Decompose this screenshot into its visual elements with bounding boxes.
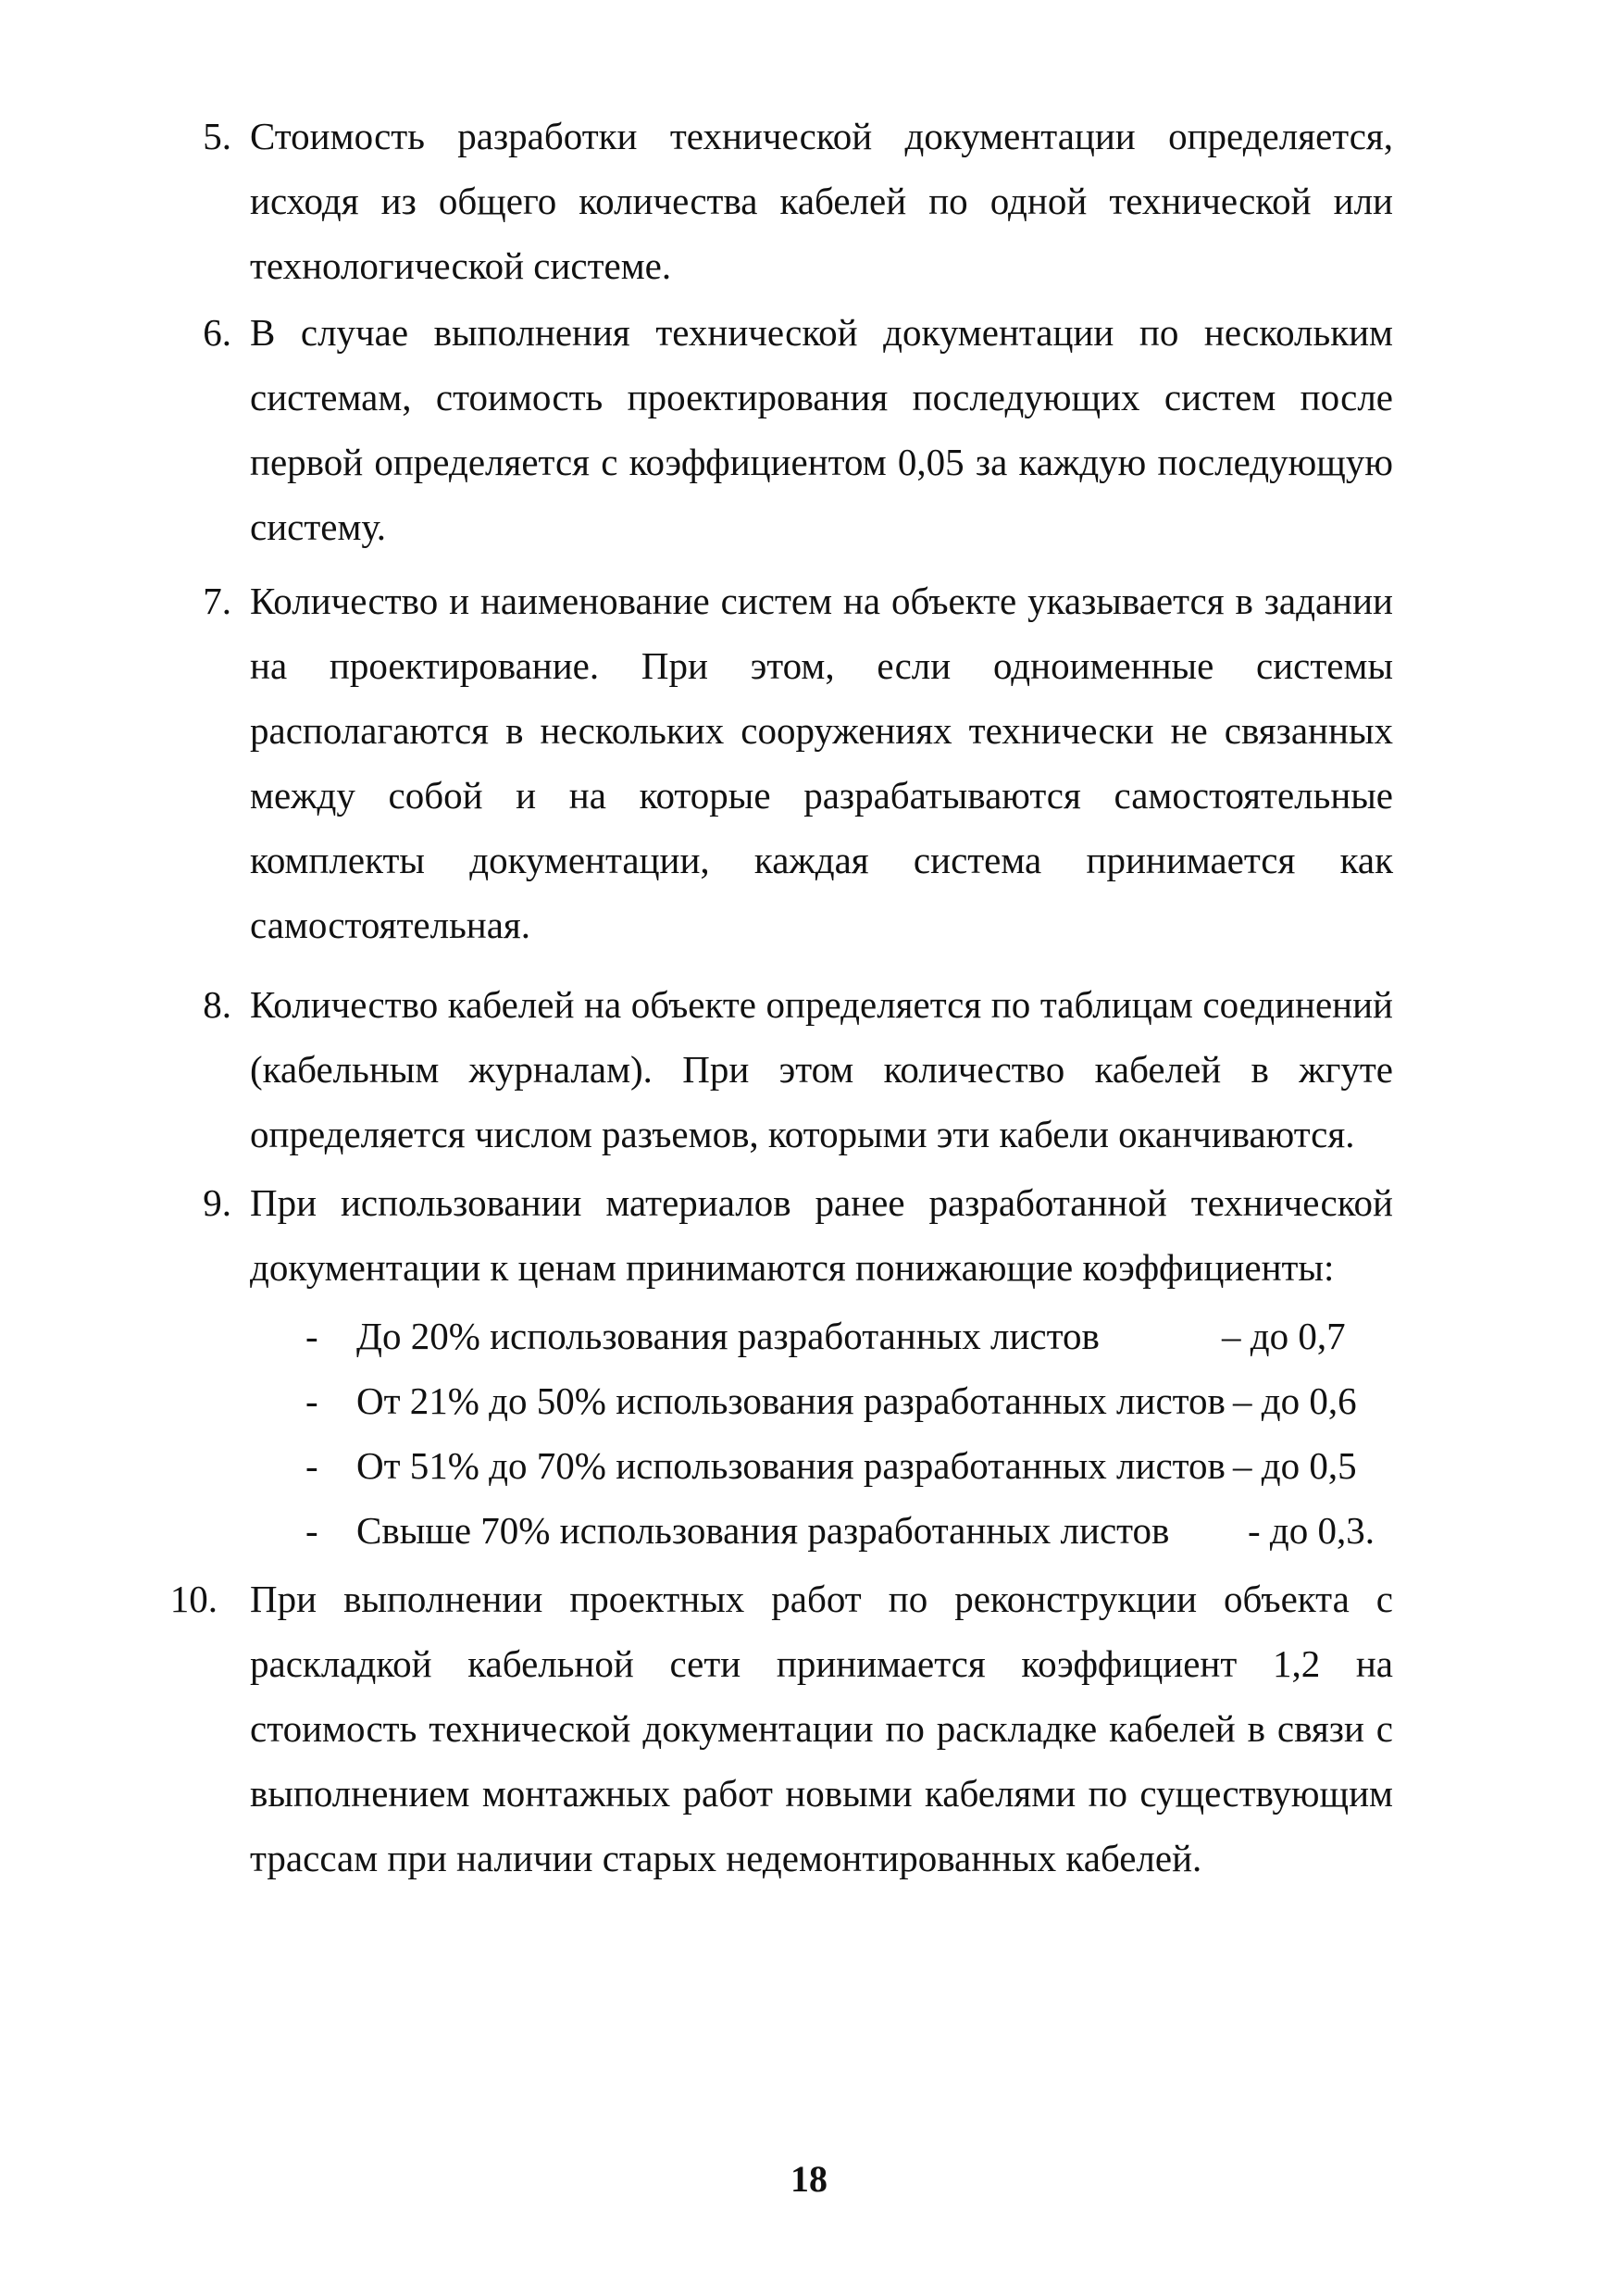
coefficient-label: От 21% до 50% использования разработанных листов [356, 1379, 1226, 1422]
paragraph-item-7: Количество и наименование систем на объекте указывается в задании на проектирование. При этом, если одноименные системы располагаются в нескольких сооружениях технически не связанных между собой и на которые разрабатываются самостоятельные комплекты документации, каждая система принимается как самостоятельная. [250, 580, 1393, 946]
item-number-6: 6. [203, 311, 231, 354]
coefficient-label: До 20% использования разработанных листов [356, 1315, 1100, 1357]
item-number-5: 5. [203, 115, 231, 157]
paragraph-item-8: Количество кабелей на объекте определяется по таблицам соединений (кабельным журналам). При этом количество кабелей в жгуте определяется числом разъемов, которыми эти кабели оканчиваются. [250, 983, 1393, 1155]
bullet-dash: - [305, 1509, 318, 1552]
coefficient-value: – до 0,7 [1222, 1315, 1346, 1357]
item-number-9: 9. [203, 1181, 231, 1224]
paragraph-item-9: При использовании материалов ранее разработанной технической документации к ценам принимаются понижающие коэффициенты: [250, 1181, 1393, 1289]
paragraph-item-10: При выполнении проектных работ по реконструкции объекта с раскладкой кабельной сети принимается коэффициент 1,2 на стоимость технической документации по раскладке кабелей в связи с выполнением монтажных работ новыми кабелями по существующим трассам при наличии старых недемонтированных кабелей. [250, 1578, 1393, 1879]
coefficient-label: От 51% до 70% использования разработанных листов [356, 1444, 1226, 1487]
coefficient-value: – до 0,5 [1233, 1444, 1357, 1487]
paragraph-item-6: В случае выполнения технической документации по нескольким системам, стоимость проектирования последующих систем после первой определяется с коэффициентом 0,05 за каждую последующую систему. [250, 311, 1393, 548]
bullet-dash: - [305, 1315, 318, 1357]
coefficient-value: - до 0,3. [1248, 1509, 1375, 1552]
coefficient-value: – до 0,6 [1233, 1379, 1357, 1422]
item-number-7: 7. [203, 580, 231, 622]
bullet-dash: - [305, 1444, 318, 1487]
page-number: 18 [790, 2158, 828, 2200]
bullet-dash: - [305, 1379, 318, 1422]
item-number-10: 10. [169, 1578, 218, 1620]
paragraph-item-5: Стоимость разработки технической документации определяется, исходя из общего количества кабелей по одной технической или технологической системе. [250, 115, 1393, 287]
coefficient-label: Свыше 70% использования разработанных листов [356, 1509, 1170, 1552]
item-number-8: 8. [203, 983, 231, 1026]
